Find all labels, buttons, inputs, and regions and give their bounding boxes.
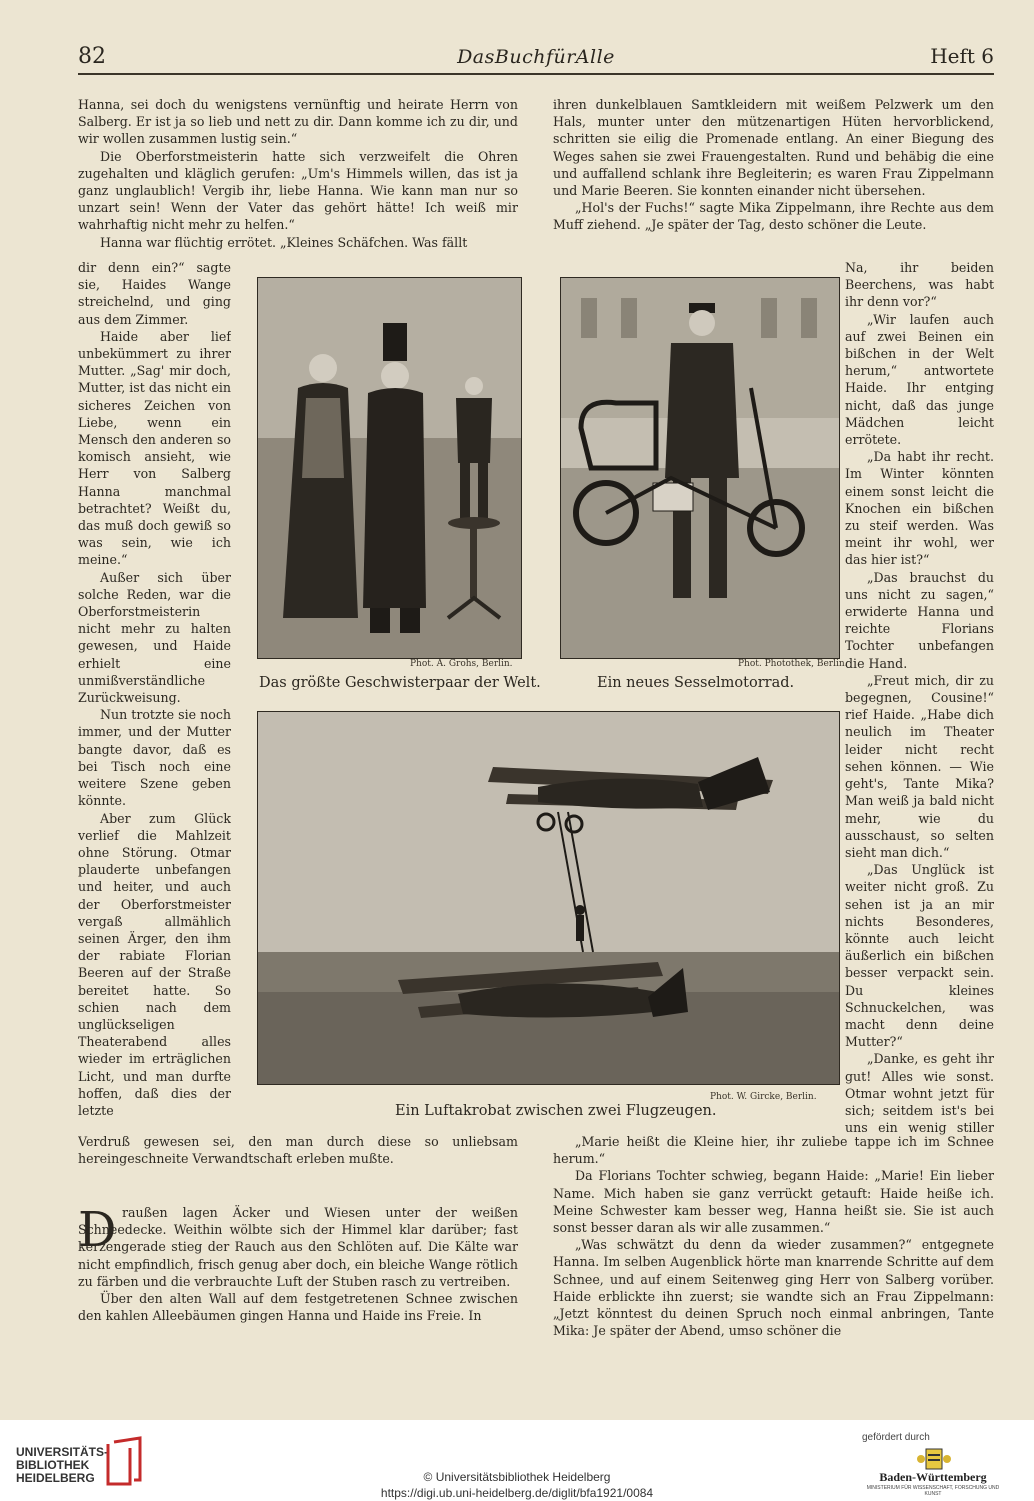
paragraph: „Da habt ihr recht. Im Winter könnten einem sonst leicht die Knochen ein bißchen zu steif werden. Was meint ihr wohl, wer das hier ist?“: [845, 449, 994, 568]
text-left-bottom: [78, 1133, 518, 1173]
text-left-top: [78, 96, 518, 268]
airplanes-photo: [257, 711, 840, 1085]
page-number: 82: [78, 44, 106, 69]
text-right-top: [553, 96, 994, 252]
running-header: [78, 44, 994, 74]
paragraph: Hanna, sei doch du wenigstens vernünftig und heirate Herrn von Salberg. Er ist ja so lieb und nett zu dir. Dann komme ich zu dir, und wir wollen zusammen lustig sein.“: [78, 97, 518, 147]
state-crest-icon: [916, 1445, 952, 1471]
funding-label: gefördert durch: [862, 1432, 930, 1443]
paragraph: ihren dunkelblauen Samtkleidern mit weißem Pelzwerk um den Hals, munter unter den mützenartigen Hüten hervorblickend, schritten sie eilig die Promenade entlang. An einer Biegung des Weges sahen sie zwei Frauengestalten. Rund und behäbig die eine und auffallend schlank ihre Begleiterin; es waren Frau Zippelmann und Marie Beeren. Sie konnten einander nicht übersehen.: [553, 97, 994, 199]
paragraph: Verdruß gewesen sei, den man durch diese so unliebsam hereingeschneite Verwandtschaft erleben mußte.: [78, 1134, 518, 1167]
text-left-narrow: [78, 259, 231, 1135]
library-line: HEIDELBERG: [16, 1471, 95, 1485]
paragraph: „Marie heißt die Kleine hier, ihr zuliebe tappe ich im Schnee herum.“: [553, 1134, 994, 1167]
paragraph: „Danke, es geht ihr gut! Alles wie sonst. Otmar wohnt jetzt für sich; seitdem ist's bei uns ein wenig stiller: [845, 1051, 994, 1135]
photo-credit: Phot. W. Gircke, Berlin.: [710, 1092, 817, 1102]
motorcycle-photo: [560, 277, 840, 659]
paragraph: Da Florians Tochter schwieg, begann Haide: „Marie! Ein lieber Name. Mich haben sie ganz verrückt getauft: Haide heiße ich. Meine Schwester kam besser weg, Hanna heißt sie. Sie ist auch sonst besser daran als wir alle zusammen.“: [553, 1168, 994, 1236]
ministry-name: MINISTERIUM FÜR WISSENSCHAFT, FORSCHUNG UND KUNST: [866, 1485, 1000, 1497]
library-line: UNIVERSITÄTS-: [16, 1445, 109, 1459]
paragraph: dir denn ein?“ sagte sie, Haides Wange streichelnd, und ging aus dem Zimmer.: [78, 260, 231, 327]
issue-number: Heft 6: [930, 44, 994, 68]
paragraph: Die Oberforstmeisterin hatte sich verzweifelt die Ohren zugehalten und kläglich gerufen: „Um's Himmels willen, das ist ja ganz unglaublich! Vergib ihr, liebe Hanna. Wie kann man nur so unzart sein! Wenn der Vater das gehört hätte! Ich weiß mir wahrhaftig nicht mehr zu helfen.“: [78, 148, 518, 233]
figure-caption: Ein neues Sesselmotorrad.: [597, 675, 795, 691]
page-url[interactable]: https://digi.ub.uni-heidelberg.de/diglit/bfa1921/0084: [380, 1486, 654, 1500]
paragraph: „Das brauchst du uns nicht zu sagen,“ erwiderte Hanna und reichte Florians Tochter unbefangen die Hand.: [845, 569, 994, 671]
journal-title: DasBuchfürAlle: [457, 46, 615, 68]
paragraph: Nun trotzte sie noch immer, und der Mutter bangte davor, daß es bei Tisch noch eine weitere Szene geben könnte.: [78, 707, 231, 809]
paragraph: raußen lagen Äcker und Wiesen unter der weißen Schneedecke. Weithin wölbte sich der Himmel klar darüber; fast kerzengerade stieg der Rauch aus den Schlöten auf. Die Kälte war nicht empfindlich, frisch genug aber doch, ein bleiche Wange rötlich zu färben und die verbrauchte Luft der Stuben rasch zu vertreiben.: [78, 1205, 518, 1289]
giants-photo: [257, 277, 522, 659]
figure-caption: Das größte Geschwisterpaar der Welt.: [259, 675, 541, 691]
paragraph: „Was schwätzt du denn da wieder zusammen?“ entgegnete Hanna. Im selben Augenblick hörte man knarrende Schritte auf dem Schnee, und auf einem Seitenweg ging Herr von Salberg vorüber. Haide erblickte ihn zuerst; sie wandte sich an Frau Zippelmann: „Jetzt könntest du deinen Spruch noch einmal anbringen, Tante Mika: Je später der Abend, umso schöner die: [553, 1237, 994, 1339]
airplanes-illustration: [258, 712, 839, 1084]
figure-caption: Ein Luftakrobat zwischen zwei Flugzeugen.: [395, 1103, 717, 1119]
paragraph: Haide aber lief unbekümmert zu ihrer Mutter. „Sag' mir doch, Mutter, ist das nicht ein sicheres Zeichen von Liebe, wenn ein Mensch den anderen so komisch ansieht, wie Herr von Salberg Hanna manchmal betrachtet? Weißt du, das muß doch gewiß so was sein, wie ich meine.“: [78, 328, 231, 568]
paragraph: „Freut mich, dir zu begegnen, Cousine!“ rief Haide. „Habe dich neulich im Theater leider nicht recht sehen können. — Wie geht's, Tante Mika? Man weiß ja bald nicht mehr, wie du ausschaust, so selten sieht man dich.“: [845, 672, 994, 860]
copyright-notice: © Universitätsbibliothek Heidelberg: [423, 1470, 611, 1484]
text-left-section: [78, 1204, 518, 1344]
state-name: Baden-Württemberg: [879, 1470, 987, 1484]
paragraph: Aber zum Glück verlief die Mahlzeit ohne Störung. Otmar plauderte unbefangen und heiter, und auch der Oberforstmeister vergaß allmählich seinen Ärger, den ihm der rabiate Florian Beeren auf der Straße bereitet hatte. So schien nach dem unglückseligen Theaterabend alles wieder im erträglichen Licht, und man durfte hoffen, daß dies der letzte: [78, 810, 231, 1118]
paragraph: „Das Unglück ist weiter nicht groß. Zu sehen ist ja an mir nichts Besonderes, könnte auch leicht äußerlich ein bißchen besser verpackt sein. Du kleines Schnuckelchen, was macht denn deine Mutter?“: [845, 862, 994, 1050]
paragraph: „Hol's der Fuchs!“ sagte Mika Zippelmann, ihre Rechte aus dem Muff ziehend. „Je später der Tag, desto schöner die Leute.: [553, 200, 994, 233]
motorcycle-illustration: [561, 278, 839, 658]
paragraph: Na, ihr beiden Beerchens, was habt ihr denn vor?“: [845, 260, 994, 310]
photo-credit: Phot. Photothek, Berlin.: [738, 659, 848, 669]
library-line: BIBLIOTHEK: [16, 1458, 90, 1472]
text-right-bottom: [553, 1133, 994, 1345]
giants-illustration: [258, 278, 521, 658]
drop-cap: D: [78, 1202, 117, 1258]
paragraph: Über den alten Wall auf dem festgetretenen Schnee zwischen den kahlen Alleebäumen gingen Hanna und Haide ins Freie. In: [78, 1291, 518, 1324]
paragraph: Außer sich über solche Reden, war die Oberforstmeisterin nicht mehr zu halten gewesen, und Haide erhielt eine unmißverständliche Zurückweisung.: [78, 569, 231, 706]
header-rule: [78, 73, 994, 75]
photo-credit: Phot. A. Grohs, Berlin.: [410, 659, 513, 669]
paragraph: „Wir laufen auch auf zwei Beinen ein bißchen in der Welt herum,“ antwortete Haide. Ihr entging nicht, daß das junge Mädchen leicht errötete.: [845, 311, 994, 448]
text-right-narrow: [845, 259, 994, 1135]
paragraph: Hanna war flüchtig errötet. „Kleines Schäfchen. Was fällt: [100, 234, 468, 250]
